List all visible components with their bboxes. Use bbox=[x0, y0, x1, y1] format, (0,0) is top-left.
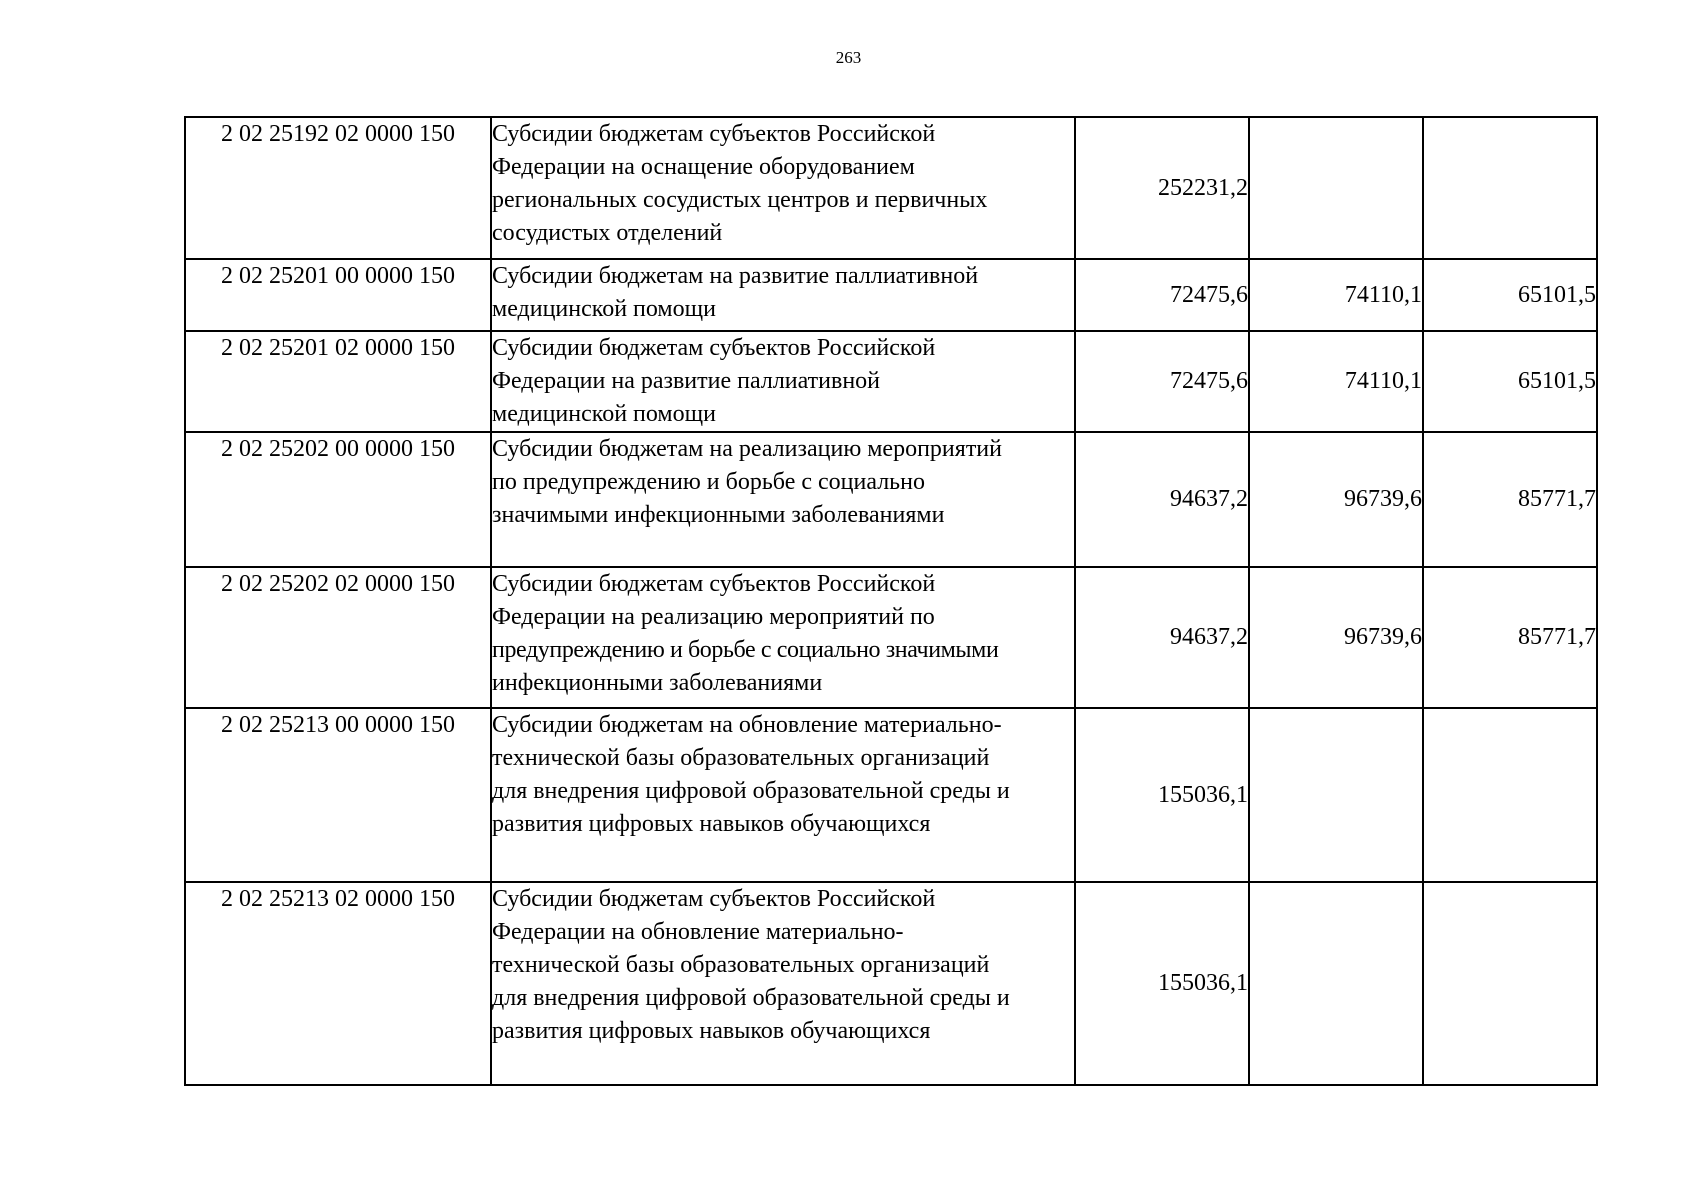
value-col-1: 252231,2 bbox=[1075, 117, 1249, 259]
description-line: развития цифровых навыков обучающихся bbox=[492, 1018, 931, 1044]
description-line: Федерации на развитие паллиативной bbox=[492, 368, 881, 394]
description bbox=[491, 567, 1075, 708]
value-col-3: 85771,7 bbox=[1423, 567, 1597, 708]
budget-code: 2 02 25201 02 0000 150 bbox=[185, 331, 491, 432]
value-col-1: 155036,1 bbox=[1075, 708, 1249, 882]
value-col-2 bbox=[1249, 882, 1423, 1085]
description-line: региональных сосудистых центров и первичных bbox=[492, 187, 988, 213]
description-line: для внедрения цифровой образовательной среды и bbox=[492, 985, 1010, 1011]
table-row bbox=[185, 882, 1597, 1085]
value-col-3 bbox=[1423, 117, 1597, 259]
description-line: медицинской помощи bbox=[492, 296, 716, 322]
table-row bbox=[185, 567, 1597, 708]
description-line: инфекционными заболеваниями bbox=[492, 670, 823, 696]
table-row bbox=[185, 117, 1597, 259]
description-line: Субсидии бюджетам субъектов Российской bbox=[492, 886, 936, 912]
description-line: Субсидии бюджетам субъектов Российской bbox=[492, 571, 936, 597]
value-col-2: 74110,1 bbox=[1249, 259, 1423, 331]
description-line: Субсидии бюджетам на развитие паллиативной bbox=[492, 263, 979, 289]
value-col-3: 65101,5 bbox=[1423, 331, 1597, 432]
description-line: Субсидии бюджетам субъектов Российской bbox=[492, 335, 936, 361]
description-line: Федерации на реализацию мероприятий по bbox=[492, 604, 935, 630]
description-line: медицинской помощи bbox=[492, 401, 716, 427]
description-line: Субсидии бюджетам субъектов Российской bbox=[492, 121, 936, 147]
description-line: Субсидии бюджетам на обновление материально- bbox=[492, 712, 1002, 738]
table-row bbox=[185, 259, 1597, 331]
description-line: технической базы образовательных организаций bbox=[492, 952, 990, 978]
description bbox=[491, 259, 1075, 331]
description bbox=[491, 117, 1075, 259]
description bbox=[491, 708, 1075, 882]
description bbox=[491, 432, 1075, 567]
table-row bbox=[185, 331, 1597, 432]
value-col-1: 72475,6 bbox=[1075, 331, 1249, 432]
description-line: предупреждению и борьбе с социально значимыми bbox=[492, 637, 999, 663]
budget-code: 2 02 25202 02 0000 150 bbox=[185, 567, 491, 708]
description-line: Федерации на обновление материально- bbox=[492, 919, 904, 945]
value-col-1: 72475,6 bbox=[1075, 259, 1249, 331]
value-col-1: 94637,2 bbox=[1075, 567, 1249, 708]
value-col-2: 74110,1 bbox=[1249, 331, 1423, 432]
page-number: 263 bbox=[835, 48, 862, 67]
budget-code: 2 02 25192 02 0000 150 bbox=[185, 117, 491, 259]
description-line: технической базы образовательных организаций bbox=[492, 745, 990, 771]
budget-table bbox=[184, 116, 1598, 1086]
budget-code: 2 02 25201 00 0000 150 bbox=[185, 259, 491, 331]
budget-code: 2 02 25213 00 0000 150 bbox=[185, 708, 491, 882]
description bbox=[491, 331, 1075, 432]
value-col-2: 96739,6 bbox=[1249, 432, 1423, 567]
value-col-3: 65101,5 bbox=[1423, 259, 1597, 331]
value-col-2 bbox=[1249, 708, 1423, 882]
value-col-2: 96739,6 bbox=[1249, 567, 1423, 708]
table-row bbox=[185, 708, 1597, 882]
value-col-3 bbox=[1423, 708, 1597, 882]
budget-code: 2 02 25202 00 0000 150 bbox=[185, 432, 491, 567]
description-line: сосудистых отделений bbox=[492, 220, 723, 246]
value-col-1: 94637,2 bbox=[1075, 432, 1249, 567]
description-line: развития цифровых навыков обучающихся bbox=[492, 811, 931, 837]
description-line: значимыми инфекционными заболеваниями bbox=[492, 502, 945, 528]
description-line: по предупреждению и борьбе с социально bbox=[492, 469, 925, 495]
description-line: для внедрения цифровой образовательной среды и bbox=[492, 778, 1010, 804]
value-col-2 bbox=[1249, 117, 1423, 259]
value-col-3 bbox=[1423, 882, 1597, 1085]
value-col-3: 85771,7 bbox=[1423, 432, 1597, 567]
description bbox=[491, 882, 1075, 1085]
budget-code: 2 02 25213 02 0000 150 bbox=[185, 882, 491, 1085]
value-col-1: 155036,1 bbox=[1075, 882, 1249, 1085]
description-line: Субсидии бюджетам на реализацию мероприятий bbox=[492, 436, 1002, 462]
table-row bbox=[185, 432, 1597, 567]
description-line: Федерации на оснащение оборудованием bbox=[492, 154, 915, 180]
